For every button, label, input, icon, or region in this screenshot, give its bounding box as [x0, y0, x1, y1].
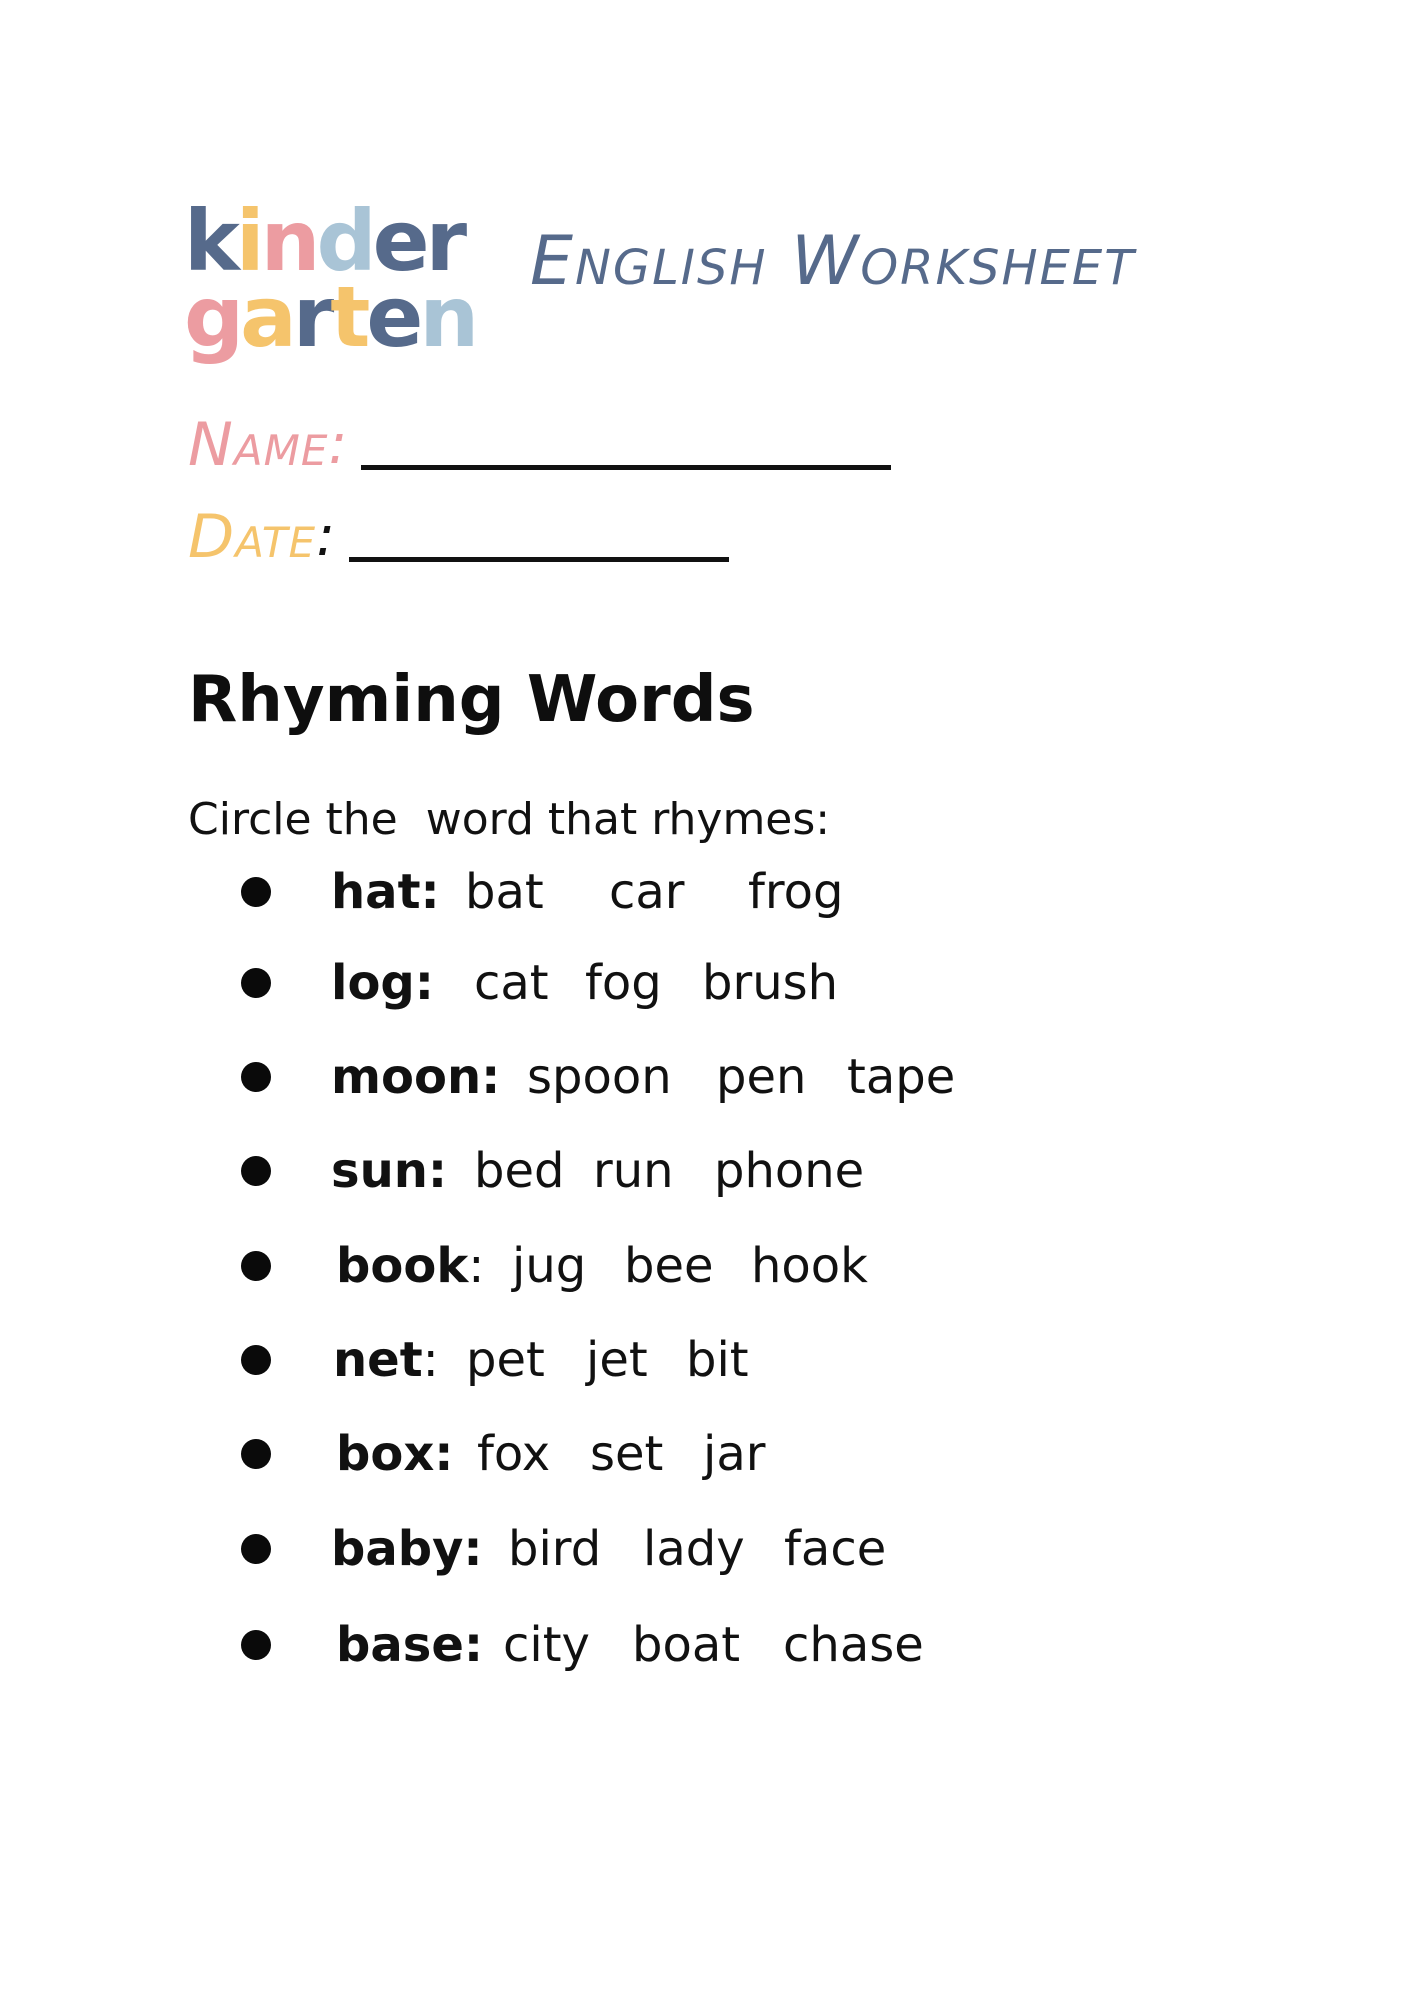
list-item	[0, 1327, 1200, 1397]
answer-option[interactable]: jet	[586, 1332, 648, 1388]
target-word	[336, 1612, 483, 1678]
answer-option[interactable]: face	[784, 1521, 887, 1577]
target-word-text: moon	[331, 1049, 482, 1105]
answer-option[interactable]: pen	[716, 1049, 807, 1105]
answer-option[interactable]: bat	[465, 864, 544, 920]
target-word	[331, 1516, 483, 1582]
answer-option[interactable]: car	[609, 864, 685, 920]
answer-option[interactable]: lady	[643, 1521, 745, 1577]
answer-option[interactable]: jar	[703, 1426, 766, 1482]
target-colon: :	[468, 1238, 485, 1294]
bullet-icon	[241, 1630, 271, 1660]
logo-line-1-letter: d	[316, 192, 374, 290]
bullet-icon	[241, 1251, 271, 1281]
target-word-text: book	[336, 1238, 469, 1294]
answer-option[interactable]: bed	[474, 1143, 565, 1199]
target-colon: :	[420, 864, 440, 920]
target-word	[336, 1421, 454, 1487]
list-item	[0, 859, 1200, 929]
date-label: Date	[188, 502, 317, 572]
kindergarten-logo	[184, 192, 504, 370]
answer-option[interactable]: hook	[751, 1238, 868, 1294]
target-colon: :	[481, 1049, 501, 1105]
target-word-text: net	[333, 1332, 423, 1388]
list-item	[0, 1421, 1200, 1491]
answer-option[interactable]: bee	[624, 1238, 714, 1294]
target-word-text: baby	[331, 1521, 464, 1577]
target-colon: :	[434, 1426, 454, 1482]
target-word-text: sun	[331, 1143, 428, 1199]
answer-option[interactable]: phone	[714, 1143, 865, 1199]
bullet-icon	[241, 1345, 271, 1375]
target-word-text: box	[336, 1426, 435, 1482]
target-word-text: base	[336, 1617, 464, 1673]
target-word	[331, 1044, 500, 1110]
list-item	[0, 1516, 1200, 1586]
target-colon: :	[427, 1143, 448, 1199]
logo-line-2-letter: t	[330, 268, 368, 366]
target-word	[333, 1327, 439, 1393]
name-colon: :	[328, 412, 348, 477]
logo-line-1-letter: e	[372, 192, 427, 290]
answer-option[interactable]: set	[590, 1426, 664, 1482]
answer-option[interactable]: cat	[474, 955, 549, 1011]
target-word	[331, 1138, 447, 1204]
logo-line-1-letter: i	[235, 192, 262, 290]
answer-option[interactable]: chase	[783, 1617, 924, 1673]
logo-line-2-letter: r	[292, 268, 332, 366]
answer-option[interactable]: bit	[686, 1332, 749, 1388]
logo-line-2-letter: n	[419, 268, 477, 366]
bullet-icon	[241, 1156, 271, 1186]
list-item	[0, 1044, 1200, 1114]
date-colon: :	[316, 504, 335, 569]
list-item	[0, 1233, 1200, 1303]
answer-option[interactable]: tape	[847, 1049, 956, 1105]
target-word-text: hat	[331, 864, 421, 920]
answer-option[interactable]: fox	[477, 1426, 551, 1482]
target-colon: :	[414, 955, 434, 1011]
answer-option[interactable]: bird	[508, 1521, 602, 1577]
logo-line-1-letter: k	[184, 192, 237, 290]
bullet-icon	[241, 968, 271, 998]
answer-option[interactable]: city	[503, 1617, 590, 1673]
date-field	[188, 504, 729, 570]
bullet-icon	[241, 1062, 271, 1092]
answer-option[interactable]: fog	[585, 955, 662, 1011]
answer-option[interactable]: run	[593, 1143, 674, 1199]
target-colon: :	[463, 1617, 484, 1673]
bullet-icon	[241, 1439, 271, 1469]
list-item	[0, 1138, 1200, 1208]
name-label: Name	[188, 410, 329, 480]
date-blank-line[interactable]	[349, 557, 729, 562]
list-item	[0, 950, 1200, 1020]
logo-line-2-letter: g	[184, 268, 242, 366]
answer-option[interactable]: brush	[702, 955, 839, 1011]
target-word	[331, 950, 434, 1016]
bullet-icon	[241, 1534, 271, 1564]
section-title: Rhyming Words	[188, 663, 755, 737]
logo-line-2-letter: a	[240, 268, 294, 366]
logo-line-2-letter: e	[366, 268, 421, 366]
bullet-icon	[241, 877, 271, 907]
answer-option[interactable]: frog	[748, 864, 844, 920]
target-word	[336, 1233, 484, 1299]
answer-option[interactable]: spoon	[527, 1049, 672, 1105]
answer-option[interactable]: jug	[512, 1238, 587, 1294]
instruction-text: Circle the word that rhymes:	[188, 794, 831, 845]
target-word	[331, 859, 440, 925]
logo-line-1-letter: n	[260, 192, 318, 290]
logo-line-2	[184, 268, 477, 366]
target-word-text: log	[331, 955, 415, 1011]
logo-line-1-letter: r	[425, 192, 465, 290]
target-colon: :	[422, 1332, 439, 1388]
answer-option[interactable]: boat	[632, 1617, 741, 1673]
answer-option[interactable]: pet	[466, 1332, 545, 1388]
name-blank-line[interactable]	[361, 465, 891, 470]
name-field	[188, 412, 891, 478]
worksheet-title: English Worksheet	[530, 222, 1136, 301]
target-colon: :	[463, 1521, 483, 1577]
list-item	[0, 1612, 1200, 1682]
